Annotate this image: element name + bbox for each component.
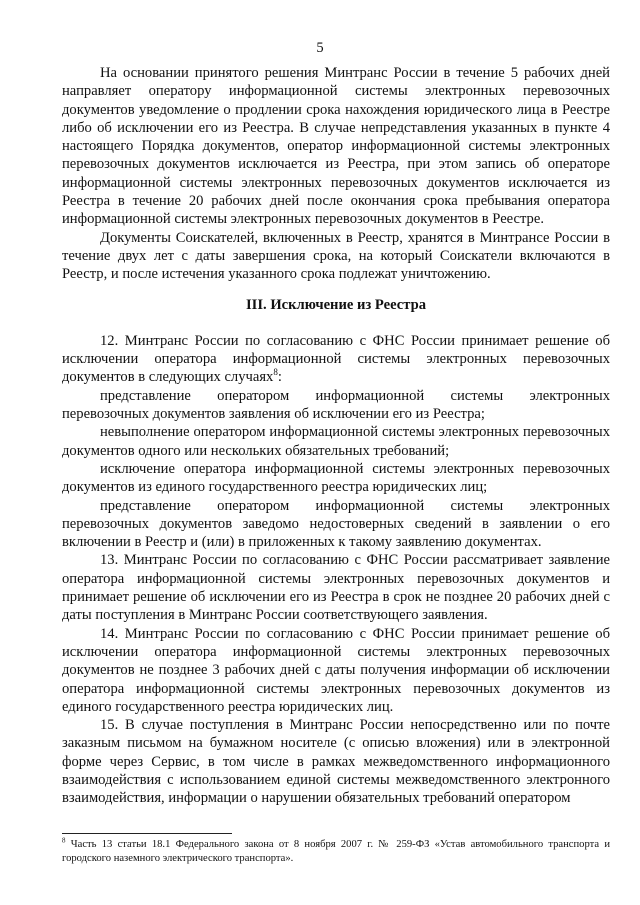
colon: : (277, 369, 282, 386)
page-number: 5 (316, 40, 324, 56)
footnote-separator (62, 833, 232, 834)
footnote-text: Часть 13 статьи 18.1 Федерального закона от 8 ноября 2007 г. № 259-ФЗ «Устав автомобильного транспорта и городского наземного электрического транспорта». (62, 839, 610, 864)
paragraph-14: 14. Минтранс России по согласованию с ФНС России принимает решение об исключении оператора информационной системы электронных перевозочных документов не позднее 3 рабочих дней с даты получения информации об исключении оператора информационной системы электронных перевозочных документов из единого государственного реестра юридических лиц. (62, 625, 610, 715)
list-item: исключение оператора информационной системы электронных перевозочных документов из единого государственного реестра юридических лиц; (62, 460, 610, 496)
paragraph-12-text: 12. Минтранс России по согласованию с ФНС России принимает решение об исключении оператора информационной системы электронных перевозочных документов в следующих случаях (62, 332, 610, 386)
document-body (62, 64, 610, 808)
paragraph: Документы Соискателей, включенных в Реестр, хранятся в Минтрансе России в течение двух лет с даты завершения срока, на который Соискатели включаются в Реестр, и после истечения указанного срока подлежат уничтожению. (62, 229, 610, 283)
paragraph-15: 15. В случае поступления в Минтранс России непосредственно или по почте заказным письмом на бумажном носителе (с описью вложения) или в электронной форме через Сервис, в том числе в рамках межведомственного информационного взаимодействия с использованием единой системы межведомственного электронного взаимодействия, информации о нарушении обязательных требований оператором (62, 717, 610, 807)
section-title: III. Исключение из Реестра (245, 296, 427, 313)
footnote-ref[interactable]: 8 (273, 367, 278, 378)
paragraph-12-intro (62, 332, 610, 387)
paragraph: На основании принятого решения Минтранс России в течение 5 рабочих дней направляет оператору информационной системы электронных перевозочных документов уведомление о продлении срока нахождения юридического лица в Реестре либо об исключении его из Реестра. В случае непредставления указанных в пункте 4 настоящего Порядка документов, оператор информационной системы электронных перевозочных документов исключается из Реестра, при этом запись об операторе информационной системы электронных перевозочных документов исключается из Реестра в течение 20 рабочих дней после окончания срока пребывания оператора информационной системы электронных перевозочных документов в Реестре. (62, 65, 610, 228)
list-item: невыполнение оператором информационной системы электронных перевозочных документов одного или нескольких обязательных требований; (62, 424, 610, 459)
footnote-mark: 8 (62, 836, 66, 845)
paragraph-13: 13. Минтранс России по согласованию с ФНС России рассматривает заявление оператора информационной системы электронных перевозочных документов и принимает решение об исключении его из Реестра в срок не позднее 20 рабочих дней с даты поступления в Минтранс России соответствующего заявления. (62, 552, 610, 624)
list-item: представление оператором информационной системы электронных перевозочных документов заявления об исключении его из Реестра; (62, 387, 610, 423)
list-item: представление оператором информационной системы электронных перевозочных документов заведомо недостоверных сведений в заявлении о его включении в Реестр и (или) в приложенных к такому заявлению документах. (62, 497, 610, 551)
footnote (62, 838, 610, 866)
